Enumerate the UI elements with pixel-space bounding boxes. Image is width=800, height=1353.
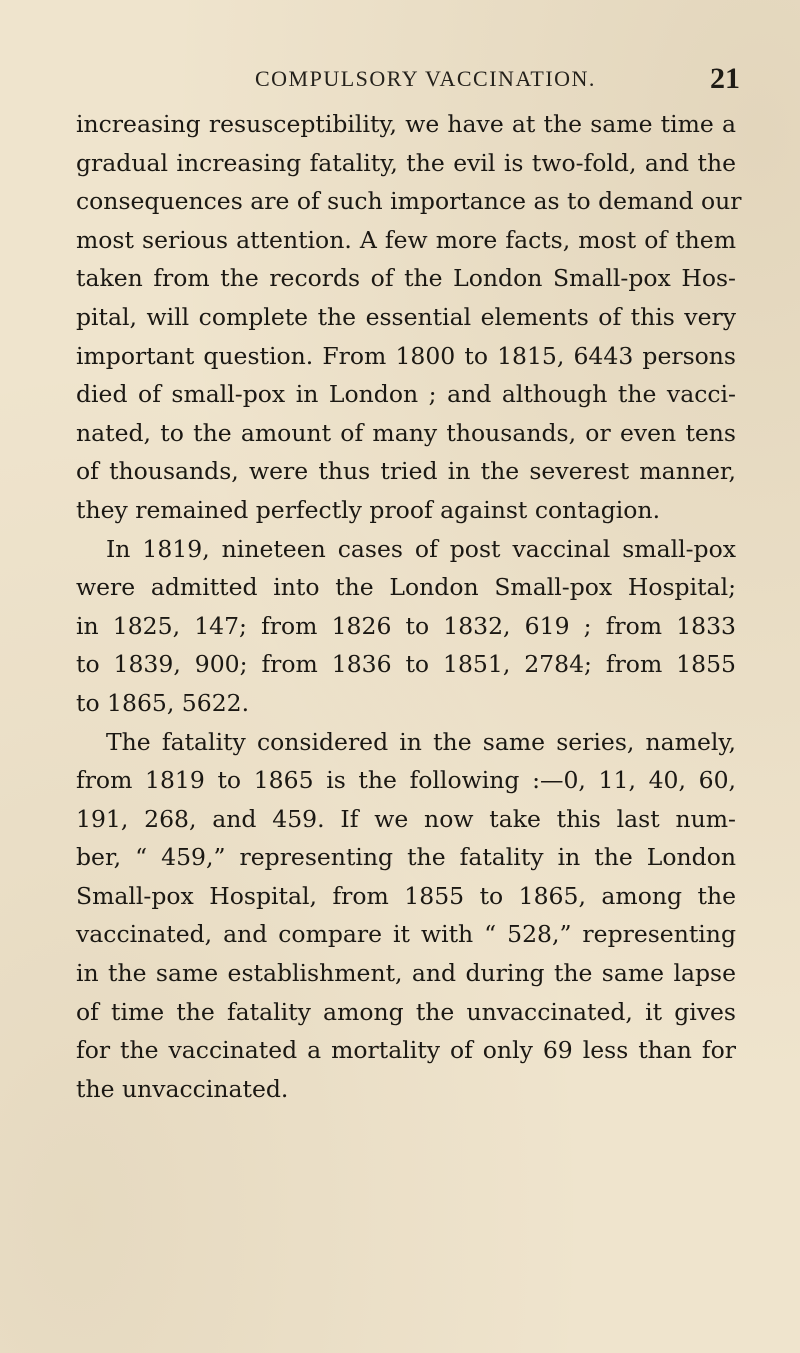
page-number: 21 bbox=[710, 62, 740, 95]
text-line: consequences are of such importance as to demand our bbox=[76, 187, 742, 216]
running-title: COMPULSORY VACCINATION. bbox=[255, 66, 596, 91]
text-line: most serious attention. A few more facts, most of them bbox=[76, 225, 736, 254]
text-line: In 1819, nineteen cases of post vaccinal small-pox bbox=[106, 534, 736, 563]
text-line: of thousands, were thus tried in the severest manner, bbox=[76, 457, 736, 486]
text-line: of time the fatality among the unvaccinated, it gives bbox=[76, 997, 736, 1026]
body-text bbox=[76, 105, 742, 1108]
text-line: the unvaccinated. bbox=[76, 1074, 289, 1103]
text-line: gradual increasing fatality, the evil is two-fold, and the bbox=[76, 148, 736, 177]
text-line: they remained perfectly proof against contagion. bbox=[76, 495, 661, 524]
text-line: from 1819 to 1865 is the following :—0, 11, 40, 60, bbox=[76, 766, 736, 795]
text-line: to 1865, 5622. bbox=[76, 688, 250, 717]
text-line: 191, 268, and 459. If we now take this last num- bbox=[76, 804, 736, 833]
text-line: vaccinated, and compare it with “ 528,” representing bbox=[76, 920, 736, 949]
text-line: Small-pox Hospital, from 1855 to 1865, among the bbox=[76, 881, 736, 910]
text-line: died of small-pox in London ; and although the vacci- bbox=[76, 380, 736, 409]
text-line: in 1825, 147; from 1826 to 1832, 619 ; from 1833 bbox=[76, 611, 736, 640]
text-line: pital, will complete the essential elements of this very bbox=[76, 302, 736, 331]
running-head bbox=[0, 62, 800, 96]
text-line: in the same establishment, and during the same lapse bbox=[76, 959, 736, 988]
text-line: nated, to the amount of many thousands, or even tens bbox=[76, 418, 736, 447]
text-line: taken from the records of the London Small-pox Hos- bbox=[76, 264, 736, 293]
text-line: ber, “ 459,” representing the fatality in the London bbox=[76, 843, 736, 872]
text-line: for the vaccinated a mortality of only 69 less than for bbox=[76, 1036, 736, 1065]
text-line: were admitted into the London Small-pox Hospital; bbox=[76, 573, 736, 602]
text-line: The fatality considered in the same series, namely, bbox=[106, 727, 736, 756]
text-line: important question. From 1800 to 1815, 6443 persons bbox=[76, 341, 736, 370]
text-line: to 1839, 900; from 1836 to 1851, 2784; from 1855 bbox=[76, 650, 736, 679]
text-line: increasing resusceptibility, we have at the same time a bbox=[76, 110, 736, 138]
